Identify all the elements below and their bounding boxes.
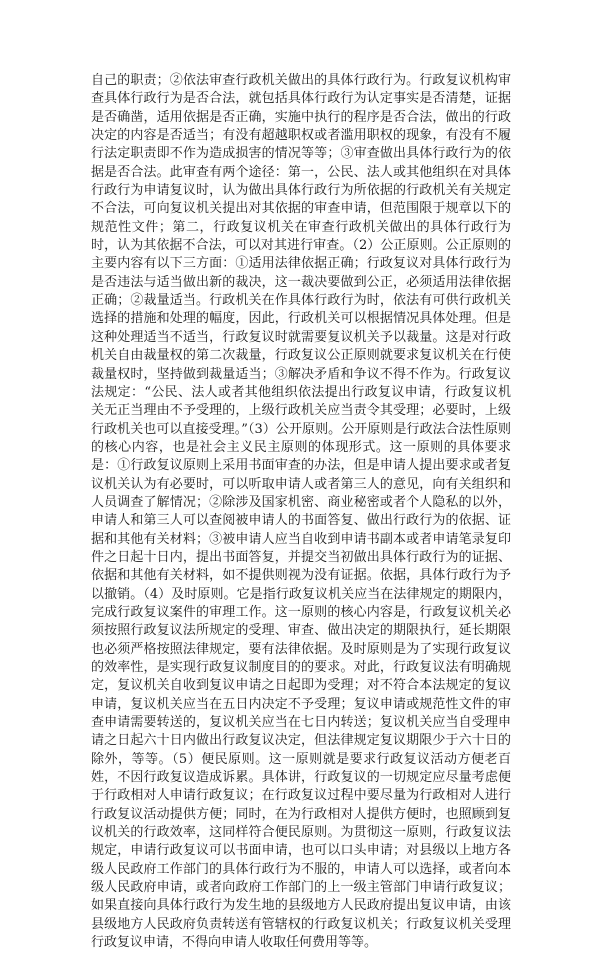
body-paragraph: 自己的职责；②依法审查行政机关做出的具体行政行为。行政复议机构审查具体行政行为是否合法，就包括具体行政行为认定事实是否清楚，证据是否确凿，适用依据是否正确，实施中执行的程序是否合法，做出的行政决定的内容是否适当；有没有超越职权或者滥用职权的现象，有没有不履行法定职责即不作为造成损害的情况等等；③审查做出具体行政行为的依据是否合法。此审查有两个途径：第一，公民、法人或其他组织在对具体行政行为申请复议时，认为做出具体行政行为所依据的行政机关有关规定不合法，可向复议机关提出对其依据的审查申请，但范围限于规章以下的规范性文件；第二，行政复议机关在审查行政机关做出的具体行政行为时，认为其依据不合法，可以对其进行审查。（2）公正原则。公正原则的主要内容有以下三方面：①适用法律依据正确；行政复议对具体行政行为是否违法与适当做出新的裁决，这一裁决要做到公正，必须适用法律依据正确；②裁量适当。行政机关在作具体行政行为时，依法有可供行政机关选择的措施和处理的幅度，因此，行政机关可以根据情况具体处理。但是这种处理适当不适当，行政复议时就需要复议机关予以裁量。这是对行政机关自由裁量权的第二次裁量，行政复议公正原则就要求复议机关在行使裁量权时，坚持做到裁量适当；③解决矛盾和争议不得不作为。行政复议法规定：“公民、法人或者其他组织依法提出行政复议申请，行政复议机关无正当理由不予受理的，上级行政机关应当责令其受理；必要时，上级行政机关也可以直接受理。”（3）公开原则。公开原则是行政法合法性原则的核心内容，也是社会主义民主原则的体现形式。这一原则的具体要求是：①行政复议原则上采用书面审查的办法，但是申请人提出要求或者复议机关认为有必要时，可以听取申请人或者第三人的意见，向有关组织和人员调查了解情况；②除涉及国家机密、商业秘密或者个人隐私的以外，申请人和第三人可以查阅被申请人的书面答复、做出行政行为的依据、证据和其他有关材料；③被申请人应当自收到申请书副本或者申请笔录复印件之日起十日内，提出书面答复，并提交当初做出具体行政行为的证据、依据和其他有关材料，如不提供则视为没有证据。依据，具体行政行为予以撤销。（4）及时原则。它是指行政复议机关应当在法律规定的期限内，完成行政复议案件的审理工作。这一原则的核心内容是，行政复议机关必须按照行政复议法所规定的受理、审查、做出决定的期限执行，延长期限也必须严格按照法律规定，要有法律依据。及时原则是为了实现行政复议的效率性，是实现行政复议制度目的的要求。对此，行政复议法有明确规定，复议机关自收到复议申请之日起即为受理；对不符合本法规定的复议申请，复议机关应当在五日内决定不予受理；复议申请或规范性文件的审查申请需要转送的，复议机关应当在七日内转送；复议机关应当自受理申请之日起六十日内做出行政复议决定，但法律规定复议期限少于六十日的除外，等等。（5）便民原则。这一原则就是要求行政复议活动方便老百姓，不因行政复议造成诉累。具体讲，行政复议的一切规定应尽量考虑便于行政相对人申请行政复议；在行政复议过程中要尽量为行政相对人进行行政复议活动提供方便；同时，在为行政相对人提供方便时，也照顾到复议机关的行政效率，这同样符合便民原则。为贯彻这一原则，行政复议法规定，申请行政复议可以书面申请，也可以口头申请；对县级以上地方各级人民政府工作部门的具体行政行为不服的，申请人可以选择，或者向本级人民政府申请，或者向政府工作部门的上一级主管部门申请行政复议；如果直接向具体行政行为发生地的县级地方人民政府提出复议申请，由该县级地方人民政府负责转送有管辖权的行政复议机关；行政复议机关受理行政复议申请，不得向申请人收取任何费用等等。 (91, 73, 511, 951)
document-page (91, 72, 511, 951)
